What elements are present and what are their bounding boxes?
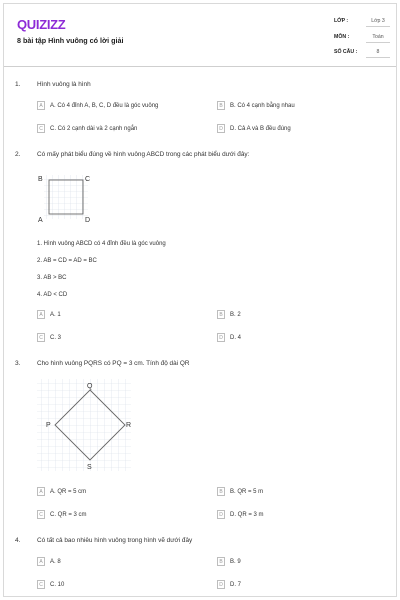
option-letter: D — [217, 580, 225, 589]
option-text: D. 7 — [230, 581, 242, 588]
question-3-option-b[interactable] — [217, 486, 263, 497]
question-2-option-d[interactable] — [217, 332, 241, 343]
option-text: C. 3 — [50, 334, 62, 341]
option-letter: B — [217, 101, 225, 110]
question-2-statement-1: 1. Hình vuông ABCD có 4 đỉnh đều là góc vuông — [37, 241, 166, 247]
option-text: B. Có 4 cạnh bằng nhau — [230, 102, 295, 109]
vertex-label-r: R — [126, 422, 132, 429]
question-4-option-b[interactable] — [217, 556, 241, 567]
vertex-label-q: Q — [87, 383, 93, 390]
square-abcd-figure — [34, 167, 98, 229]
option-letter: B — [217, 487, 225, 496]
vertex-label-c: C — [85, 176, 91, 183]
worksheet-page — [3, 3, 397, 597]
option-text: D. QR = 3 m — [230, 511, 264, 518]
grid-background — [44, 175, 91, 219]
question-2-statement-2: 2. AB = CD = AD = BC — [37, 258, 97, 264]
question-4-option-d[interactable] — [217, 579, 241, 590]
subject-value: Toán — [366, 34, 390, 43]
option-letter: B — [217, 310, 225, 319]
question-3-number: 3. — [15, 360, 21, 367]
worksheet-header — [4, 4, 397, 67]
question-3-option-a[interactable] — [37, 486, 86, 497]
option-letter: A — [37, 101, 45, 110]
question-2-text: Có mấy phát biểu đúng về hình vuông ABCD trong các phát biểu dưới đây: — [37, 151, 250, 158]
square-pqrs-drawing — [34, 376, 134, 474]
class-value: Lớp 3 — [366, 18, 390, 27]
question-2-option-c[interactable] — [37, 332, 61, 343]
question-count-label: SỐ CÂU : — [334, 49, 358, 55]
question-4-option-c[interactable] — [37, 579, 64, 590]
vertex-label-a: A — [38, 217, 43, 224]
square-abcd-drawing — [34, 167, 98, 229]
question-2-statement-4: 4. AD < CD — [37, 292, 68, 298]
option-letter: D — [217, 510, 225, 519]
option-letter: B — [217, 557, 225, 566]
question-2-number: 2. — [15, 151, 21, 158]
option-letter: A — [37, 557, 45, 566]
option-text: B. QR = 5 m — [230, 488, 264, 495]
option-text: C. Có 2 cạnh dài và 2 cạnh ngắn — [50, 125, 138, 132]
option-letter: D — [217, 124, 225, 133]
vertex-label-b: B — [38, 176, 43, 183]
option-text: B. 2 — [230, 311, 241, 318]
question-3-option-c[interactable] — [37, 509, 87, 520]
option-text: D. 4 — [230, 334, 242, 341]
question-1-option-d[interactable] — [217, 123, 291, 134]
question-1-option-a[interactable] — [37, 100, 158, 111]
option-text: D. Cả A và B đều đúng — [230, 125, 291, 132]
question-4-number: 4. — [15, 537, 21, 544]
option-letter: A — [37, 310, 45, 319]
question-2-statement-3: 3. AB > BC — [37, 275, 67, 281]
question-1-text: Hình vuông là hình — [37, 81, 91, 88]
question-3-text: Cho hình vuông PQRS có PQ = 3 cm. Tính độ dài QR — [37, 360, 190, 367]
option-letter: C — [37, 124, 45, 133]
quizizz-logo: QUIZIZZ — [17, 17, 66, 32]
vertex-label-s: S — [87, 464, 92, 471]
option-letter: C — [37, 580, 45, 589]
option-text: A. QR = 5 cm — [50, 488, 87, 495]
question-1-number: 1. — [15, 81, 21, 88]
question-3-option-d[interactable] — [217, 509, 264, 520]
option-letter: D — [217, 333, 225, 342]
option-text: A. Có 4 đỉnh A, B, C, D đều là góc vuông — [50, 102, 159, 109]
question-4-option-a[interactable] — [37, 556, 61, 567]
option-text: B. 9 — [230, 558, 241, 565]
question-4-text: Có tất cả bao nhiêu hình vuông trong hình vẽ dưới đây — [37, 537, 193, 544]
class-label: LỚP : — [334, 18, 349, 24]
grid-background — [37, 379, 131, 471]
square-pqrs-figure — [34, 376, 134, 474]
question-2-option-b[interactable] — [217, 309, 241, 320]
option-text: C. 10 — [50, 581, 65, 588]
question-2-option-a[interactable] — [37, 309, 61, 320]
question-1-option-b[interactable] — [217, 100, 295, 111]
question-1-option-c[interactable] — [37, 123, 137, 134]
option-text: C. QR = 3 cm — [50, 511, 87, 518]
question-count-value: 8 — [366, 49, 390, 58]
option-letter: C — [37, 510, 45, 519]
option-text: A. 1 — [50, 311, 61, 318]
subject-label: MÔN : — [334, 34, 350, 40]
option-text: A. 8 — [50, 558, 61, 565]
vertex-label-p: P — [46, 422, 51, 429]
document-title: 8 bài tập Hình vuông có lời giải — [17, 36, 124, 45]
vertex-label-d: D — [85, 217, 91, 224]
option-letter: A — [37, 487, 45, 496]
option-letter: C — [37, 333, 45, 342]
